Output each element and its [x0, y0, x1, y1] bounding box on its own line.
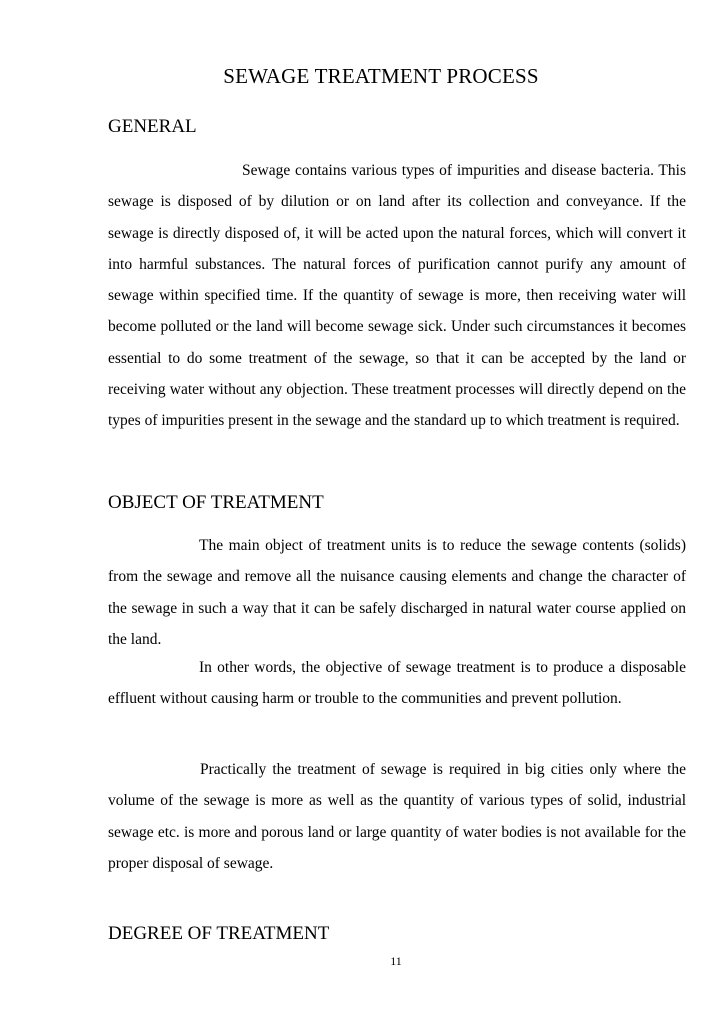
section-heading-degree-of-treatment: DEGREE OF TREATMENT — [108, 923, 330, 944]
section-heading-general: GENERAL — [108, 116, 197, 137]
page-title: SEWAGE TREATMENT PROCESS — [223, 64, 539, 88]
object-paragraph-3 — [108, 754, 686, 879]
object-paragraph-2 — [108, 652, 686, 715]
paragraph-text: Practically the treatment of sewage is required in big cities only where the volume of the sewage is more as well as the quantity of various types of solid, industrial sewage etc. is more and porous land or large quantity of water bodies is not available for the proper disposal of sewage. — [108, 761, 686, 872]
paragraph-text: Sewage contains various types of impurities and disease bacteria. This sewage is disposed of by dilution or on land after its collection and conveyance. If the sewage is directly disposed of, it will be acted upon the natural forces, which will convert it into harmful substances. The natural forces of purification cannot purify any amount of sewage within specified time. If the quantity of sewage is more, then receiving water will become polluted or the land will become sewage sick. Under such circumstances it becomes essential to do some treatment of the sewage, so that it can be accepted by the land or receiving water without any objection. These treatment processes will directly depend on the types of impurities present in the sewage and the standard up to which treatment is required. — [108, 162, 686, 430]
paragraph-text: The main object of treatment units is to reduce the sewage contents (solids) from the sewage and remove all the nuisance causing elements and change the character of the sewage in such a way that it can be safely discharged in natural water course applied on the land. — [108, 537, 686, 648]
paragraph-text: In other words, the objective of sewage treatment is to produce a disposable effluent without causing harm or trouble to the communities and prevent pollution. — [108, 659, 686, 708]
section-heading-object-of-treatment: OBJECT OF TREATMENT — [108, 492, 324, 513]
page-number: 11 — [390, 954, 402, 968]
general-paragraph — [108, 155, 686, 437]
object-paragraph-1 — [108, 530, 686, 655]
